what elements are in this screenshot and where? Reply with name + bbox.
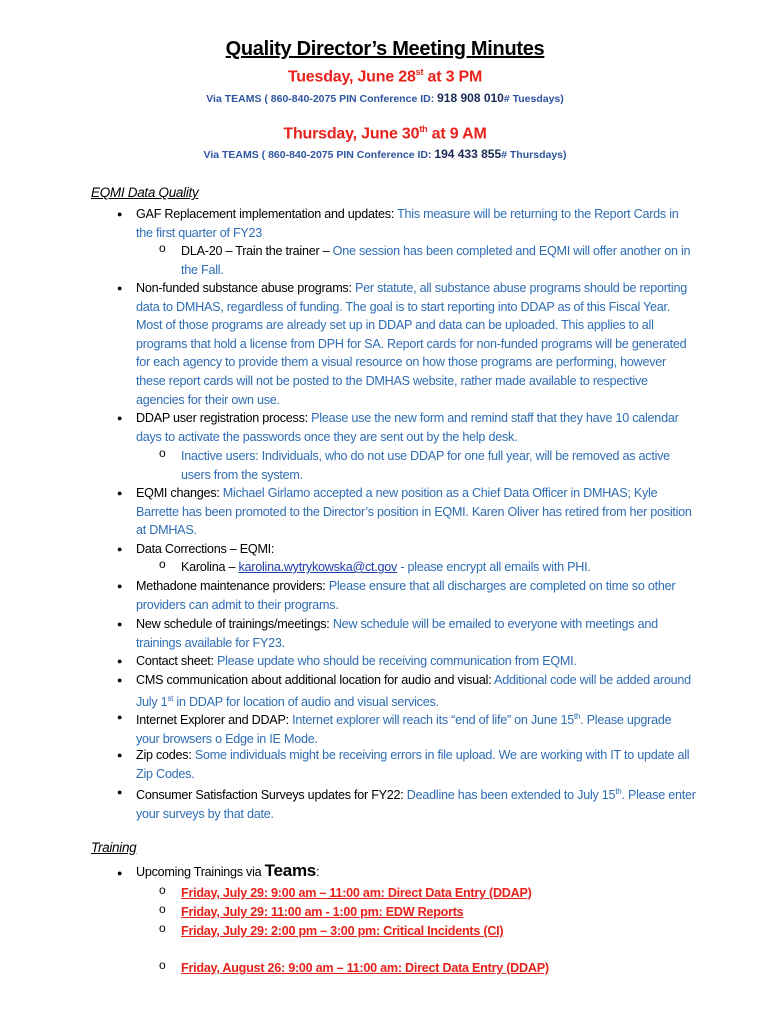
sub-bullet-icon: o xyxy=(159,446,166,460)
list-item: Internet Explorer and DDAP: Internet explorer will reach its “end of life” on June 15th. Please upgrade your browsers o Edge in IE Mode. xyxy=(136,712,672,746)
list-item: DLA-20 – Train the trainer – One session has been completed and EQMI will offer another on in the Fall. xyxy=(181,244,691,277)
training-intro: Upcoming Trainings via Teams: xyxy=(136,861,320,880)
list-item: Inactive users: Individuals, who do not use DDAP for one full year, will be removed as active users from the system. xyxy=(181,449,670,482)
bullet-icon: ● xyxy=(117,544,123,554)
list-item: EQMI changes: Michael Girlamo accepted a new position as a Chief Data Officer in DMHAS; Kyle Barrette has been promoted to the Director’s position in EQMI. Karen Oliver has retired from her position at DMHAS. xyxy=(136,486,692,538)
section-heading-eqmi: EQMI Data Quality xyxy=(91,185,199,200)
bullet-icon: ● xyxy=(117,750,123,760)
sub-bullet-icon: o xyxy=(159,902,166,916)
list-item: Data Corrections – EQMI: xyxy=(136,542,275,556)
section-heading-training: Training xyxy=(91,840,137,855)
list-item: GAF Replacement implementation and updates: This measure will be returning to the Report Cards in the first quarter of FY23 xyxy=(136,207,679,240)
training-session: Friday, July 29: 2:00 pm – 3:00 pm: Critical Incidents (CI) xyxy=(181,924,504,938)
bullet-icon: ● xyxy=(117,868,123,878)
list-item: Karolina – karolina.wytrykowska@ct.gov - please encrypt all emails with PHI. xyxy=(181,560,591,574)
training-session: Friday, July 29: 9:00 am – 11:00 am: Direct Data Entry (DDAP) xyxy=(181,886,532,900)
bullet-icon: ● xyxy=(117,488,123,498)
meeting-2-dial-in: Via TEAMS ( 860-840-2075 PIN Conference ID: 194 433 855# Thursdays) xyxy=(203,147,567,161)
list-item: New schedule of trainings/meetings: New schedule will be emailed to everyone with meetings and trainings available for FY23. xyxy=(136,617,658,650)
training-session: Friday, July 29: 11:00 am - 1:00 pm: EDW Reports xyxy=(181,905,464,919)
list-item: Zip codes: Some individuals might be receiving errors in file upload. We are working with IT to update all Zip Codes. xyxy=(136,748,690,781)
bullet-icon: ● xyxy=(117,413,123,423)
meeting-1-date: Tuesday, June 28st at 3 PM xyxy=(287,67,483,86)
sub-bullet-icon: o xyxy=(159,241,166,255)
list-item: CMS communication about additional location for audio and visual: Additional code will be added around July 1st in DDAP for location of audio and visual services. xyxy=(136,673,691,709)
email-link[interactable]: karolina.wytrykowska@ct.gov xyxy=(238,560,398,574)
meeting-1-dial-in: Via TEAMS ( 860-840-2075 PIN Conference ID: 918 908 010# Tuesdays) xyxy=(206,91,564,105)
bullet-icon: ● xyxy=(117,283,123,293)
bullet-icon: ● xyxy=(117,787,123,797)
training-session: Friday, August 26: 9:00 am – 11:00 am: Direct Data Entry (DDAP) xyxy=(181,961,549,975)
bullet-icon: ● xyxy=(117,656,123,666)
meeting-2-date: Thursday, June 30th at 9 AM xyxy=(283,124,487,143)
sub-bullet-icon: o xyxy=(159,958,166,972)
sub-bullet-icon: o xyxy=(159,921,166,935)
sub-bullet-icon: o xyxy=(159,557,166,571)
sub-bullet-icon: o xyxy=(159,883,166,897)
list-item: DDAP user registration process: Please use the new form and remind staff that they have 10 calendar days to activate the passwords once they are sent out by the help desk. xyxy=(136,411,679,444)
bullet-icon: ● xyxy=(117,619,123,629)
list-item: Non-funded substance abuse programs: Per statute, all substance abuse programs should be reporting data to DMHAS, regardless of funding. The goal is to start reporting into DDAP as of this Fiscal Year. Most of those programs are already set up in DDAP and data can be uploaded. This applies to all programs that hold a license from DPH for SA. Report cards for non-funded programs will be generated for each agency to provide them a visual resource on how those programs are performing, however these report cards will not be posted to the DMHAS website, rather made available to respective agencies for their own use. xyxy=(136,281,687,407)
list-item: Methadone maintenance providers: Please ensure that all discharges are completed on time so other providers can admit to their programs. xyxy=(136,579,676,612)
bullet-icon: ● xyxy=(117,712,123,722)
page-title: Quality Director’s Meeting Minutes xyxy=(225,38,545,60)
bullet-icon: ● xyxy=(117,209,123,219)
list-item: Consumer Satisfaction Surveys updates for FY22: Deadline has been extended to July 15th. Please enter your surveys by that date. xyxy=(136,787,696,821)
bullet-icon: ● xyxy=(117,675,123,685)
bullet-icon: ● xyxy=(117,581,123,591)
list-item: Contact sheet: Please update who should be receiving communication from EQMI. xyxy=(136,654,577,668)
